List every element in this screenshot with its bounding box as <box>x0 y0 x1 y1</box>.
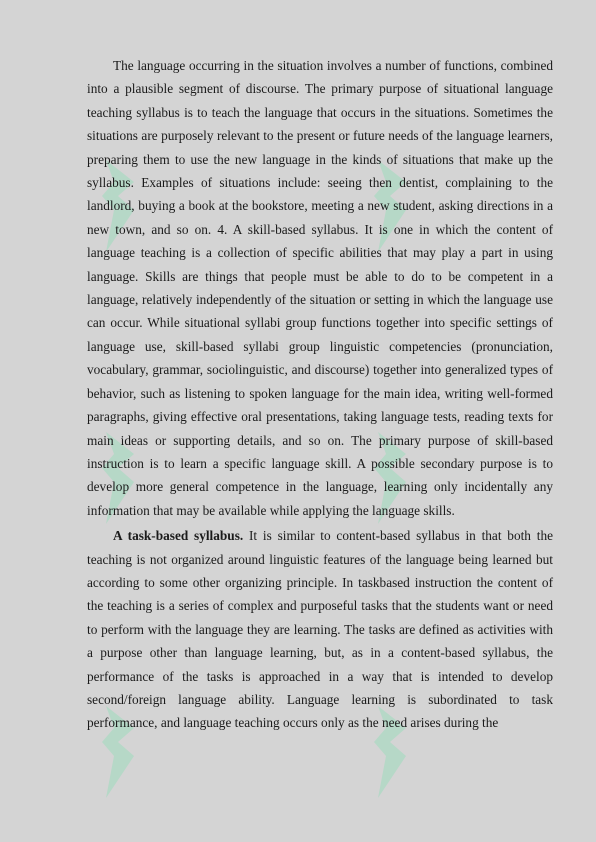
task-based-heading: A task-based syllabus. <box>113 528 244 544</box>
paragraph-situational-skill: The language occurring in the situation involves a number of functions, combined into a plausible segment of discourse. The primary purpose of situational language teaching syllabus is to teach the language that occurs in the situations. Sometimes the situations are purposely relevant to the present or future needs of the language learners, preparing them to use the new language in the kinds of situations that make up the syllabus. Examples of situations include: seeing then dentist, complaining to the landlord, buying a book at the bookstore, meeting a new student, asking directions in a new town, and so on. 4. A skill-based syllabus. It is one in which the content of language teaching is a collection of specific abilities that may play a part in using language. Skills are things that people must be able to do to be competent in a language, relatively independently of the situation or setting in which the language use can occur. While situational syllabi group functions together into specific settings of language use, skill-based syllabi group linguistic competencies (pronunciation, vocabulary, grammar, sociolinguistic, and discourse) together into generalized types of behavior, such as listening to spoken language for the main idea, writing well-formed paragraphs, giving effective oral presentations, taking language tests, reading texts for main ideas or supporting details, and so on. The primary purpose of skill-based instruction is to learn a specific language skill. A possible secondary purpose is to develop more general competence in the language, learning only incidentally any information that may be available while applying the language skills. <box>87 58 553 518</box>
task-based-body: It is similar to content-based syllabus in that both the teaching is not organized around linguistic features of the language being learned but according to some other organizing principle. In taskbased instruction the content of the teaching is a series of complex and purposeful tasks that the students want or need to perform with the language they are learning. The tasks are defined as activities with a purpose other than language learning, but, as in a content-based syllabus, the performance of the tasks is approached in a way that is intended to develop second/foreign language ability. Language learning is subordinated to task performance, and language teaching occurs only as the need arises during the <box>87 528 553 731</box>
paragraph-task-based <box>87 524 553 735</box>
body-text <box>87 54 553 735</box>
